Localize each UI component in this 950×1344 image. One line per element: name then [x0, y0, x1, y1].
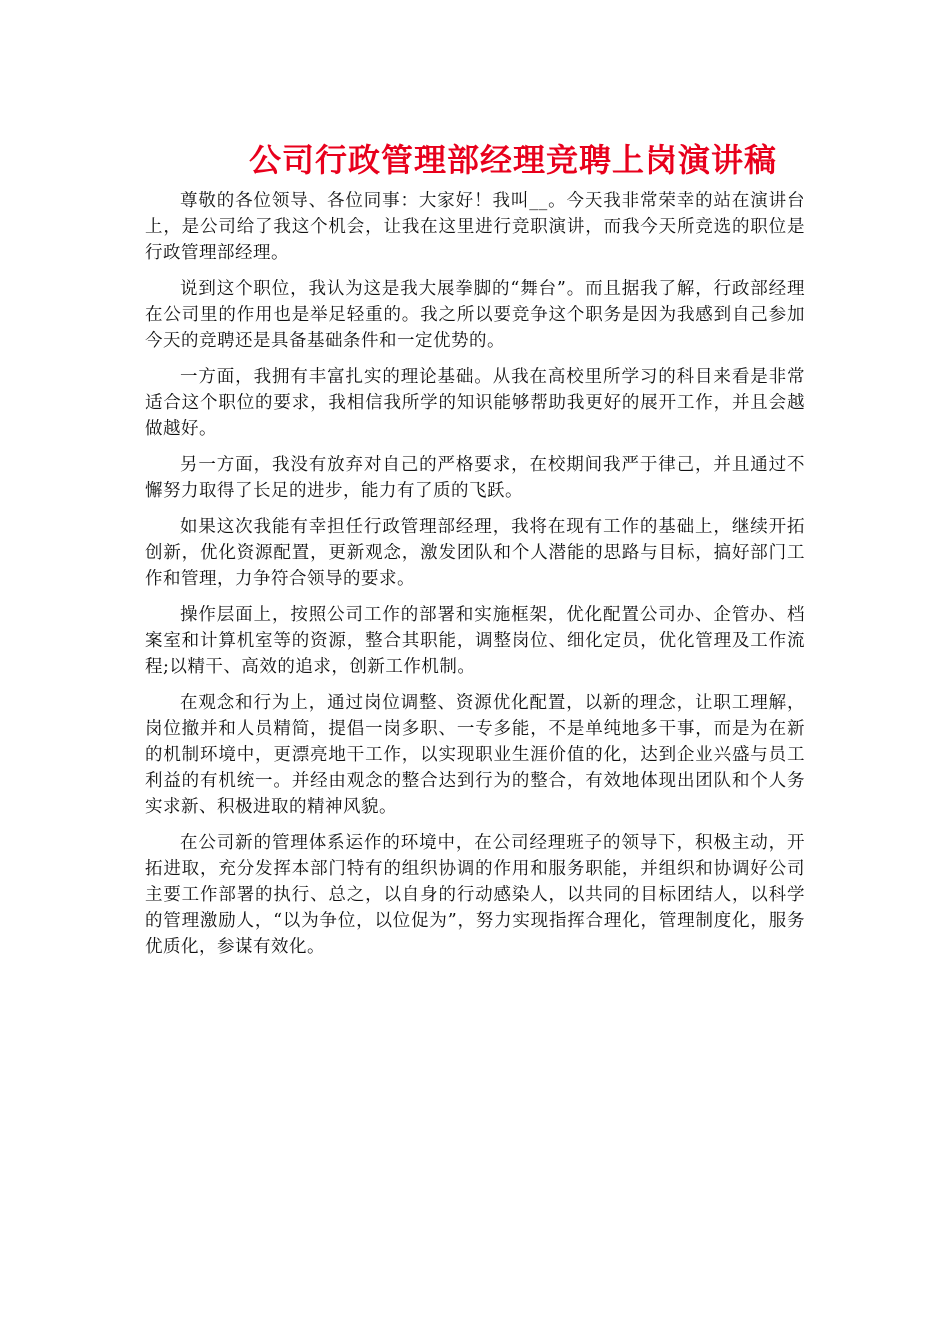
- document-body: [145, 188, 805, 970]
- paragraph: 另一方面，我没有放弃对自己的严格要求，在校期间我严于律己，并且通过不懈努力取得了长足的进步，能力有了质的飞跃。: [145, 455, 805, 501]
- paragraph: 操作层面上，按照公司工作的部署和实施框架，优化配置公司办、企管办、档案室和计算机室等的资源，整合其职能，调整岗位、细化定员，优化管理及工作流程;以精干、高效的追求，创新工作机制。: [145, 605, 805, 677]
- document-title: 公司行政管理部经理竞聘上岗演讲稿: [248, 141, 777, 179]
- paragraph: 说到这个职位，我认为这是我大展拳脚的“舞台”。而且据我了解，行政部经理在公司里的作用也是举足轻重的。我之所以要竞争这个职务是因为我感到自己参加今天的竞聘还是具备基础条件和一定优势的。: [145, 279, 805, 351]
- paragraph: 一方面，我拥有丰富扎实的理论基础。从我在高校里所学习的科目来看是非常适合这个职位的要求，我相信我所学的知识能够帮助我更好的展开工作，并且会越做越好。: [145, 367, 805, 439]
- paragraph: 尊敬的各位领导、各位同事：大家好！我叫__。今天我非常荣幸的站在演讲台上，是公司给了我这个机会，让我在这里进行竞职演讲，而我今天所竞选的职位是行政管理部经理。: [145, 191, 805, 263]
- paragraph: 在公司新的管理体系运作的环境中，在公司经理班子的领导下，积极主动，开拓进取，充分发挥本部门特有的组织协调的作用和服务职能，并组织和协调好公司主要工作部署的执行、总之，以自身的行动感染人，以共同的目标团结人，以科学的管理激励人，“以为争位，以位促为”，努力实现指挥合理化，管理制度化，服务优质化，参谋有效化。: [145, 833, 805, 957]
- paragraph: 如果这次我能有幸担任行政管理部经理，我将在现有工作的基础上，继续开拓创新，优化资源配置，更新观念，激发团队和个人潜能的思路与目标，搞好部门工作和管理，力争符合领导的要求。: [145, 517, 805, 589]
- paragraph: 在观念和行为上，通过岗位调整、资源优化配置，以新的理念，让职工理解，岗位撤并和人员精简，提倡一岗多职、一专多能，不是单纯地多干事，而是为在新的机制环境中，更漂亮地干工作，以实现职业生涯价值的化，达到企业兴盛与员工利益的有机统一。并经由观念的整合达到行为的整合，有效地体现出团队和个人务实求新、积极进取的精神风貌。: [145, 693, 805, 817]
